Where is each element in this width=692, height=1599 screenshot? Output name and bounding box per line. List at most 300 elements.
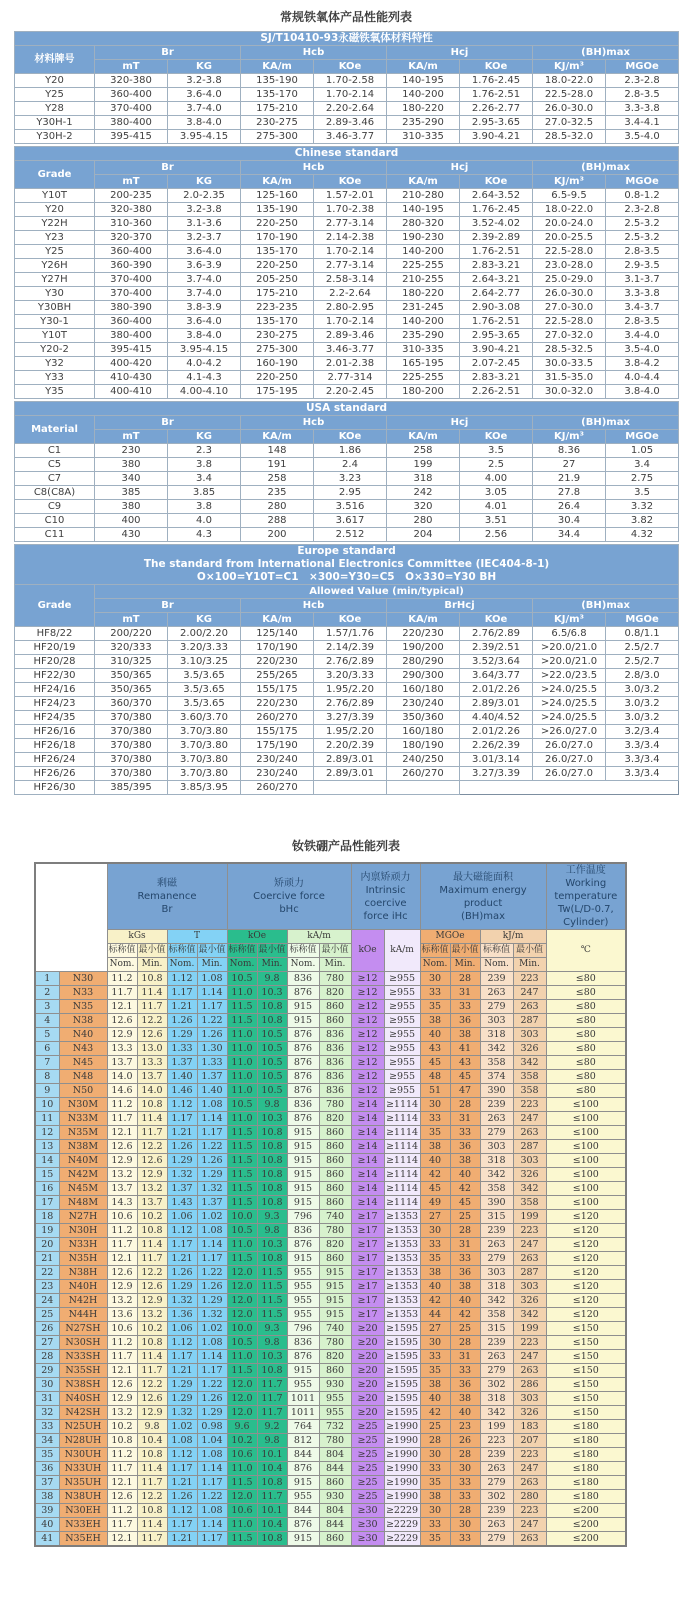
column-header: Hcb bbox=[241, 416, 387, 430]
subheader-nominal-en: Nom. bbox=[227, 958, 257, 972]
value-cell: 20.0-25.5 bbox=[533, 231, 606, 245]
row-number-cell: 6 bbox=[35, 1042, 59, 1056]
bhc-koe-nominal-cell: 11.5 bbox=[227, 1532, 257, 1547]
bhc-kam-minimum-cell: 780 bbox=[319, 1224, 351, 1238]
tesla-nominal-cell: 1.21 bbox=[167, 1364, 197, 1378]
value-cell: 4.3 bbox=[168, 528, 241, 542]
unit-header: MGOe bbox=[606, 175, 679, 189]
allowed-value-header: Allowed Value (min/typical) bbox=[95, 585, 679, 599]
kjm-nominal-cell: 239 bbox=[480, 1336, 513, 1350]
value-cell: 225-255 bbox=[387, 259, 460, 273]
grade-column-header: Grade bbox=[15, 585, 95, 627]
value-cell: 2.89/3.01 bbox=[314, 767, 387, 781]
tesla-minimum-cell: 1.17 bbox=[197, 1000, 227, 1014]
value-cell: 3.52-4.02 bbox=[460, 217, 533, 231]
bhc-koe-nominal-cell: 12.0 bbox=[227, 1490, 257, 1504]
section-title: Chinese standard bbox=[15, 147, 679, 161]
grade-cell: N30 bbox=[59, 972, 107, 986]
working-temp-cell: ≤100 bbox=[546, 1154, 626, 1168]
grade-cell: N33SH bbox=[59, 1350, 107, 1364]
bhc-koe-nominal-cell: 11.0 bbox=[227, 986, 257, 1000]
value-cell: 3.6-4.0 bbox=[168, 88, 241, 102]
group-header-row bbox=[15, 416, 679, 430]
table-row bbox=[35, 1280, 626, 1294]
kjm-nominal-cell: 279 bbox=[480, 1532, 513, 1547]
bhc-kam-nominal-cell: 915 bbox=[287, 1168, 319, 1182]
kjm-nominal-cell: 342 bbox=[480, 1168, 513, 1182]
table-row bbox=[35, 1000, 626, 1014]
bhc-koe-nominal-cell: 12.0 bbox=[227, 1308, 257, 1322]
value-cell: 28.5-32.0 bbox=[533, 130, 606, 144]
value-cell: 3.0/3.2 bbox=[606, 697, 679, 711]
table-row bbox=[15, 189, 679, 203]
kjm-minimum-cell: 183 bbox=[513, 1420, 546, 1434]
value-cell: 3.95-4.15 bbox=[168, 343, 241, 357]
kgs-nominal-cell: 12.9 bbox=[107, 1392, 137, 1406]
kgs-minimum-cell: 12.9 bbox=[137, 1406, 167, 1420]
mgoe-nominal-cell: 35 bbox=[420, 1126, 450, 1140]
tesla-minimum-cell: 1.14 bbox=[197, 1112, 227, 1126]
grade-cell: N35EH bbox=[59, 1532, 107, 1547]
working-temp-cell: ≤100 bbox=[546, 1098, 626, 1112]
working-temp-cell: ≤150 bbox=[546, 1350, 626, 1364]
bhc-koe-nominal-cell: 11.0 bbox=[227, 1028, 257, 1042]
ndfeb-unit-header-row bbox=[35, 930, 626, 944]
value-cell: 2.01/2.26 bbox=[460, 683, 533, 697]
ihc-koe-cell: ≥25 bbox=[351, 1420, 384, 1434]
tesla-minimum-cell: 1.08 bbox=[197, 1224, 227, 1238]
tesla-nominal-cell: 1.21 bbox=[167, 1000, 197, 1014]
value-cell: 1.76-2.51 bbox=[460, 245, 533, 259]
tesla-nominal-cell: 1.29 bbox=[167, 1280, 197, 1294]
value-cell: 140-195 bbox=[387, 203, 460, 217]
tesla-minimum-cell: 1.37 bbox=[197, 1070, 227, 1084]
table-row bbox=[35, 1462, 626, 1476]
value-cell: 2.64-2.77 bbox=[460, 287, 533, 301]
bhc-koe-minimum-cell: 10.5 bbox=[257, 1056, 287, 1070]
table-row bbox=[15, 371, 679, 385]
grade-cell: Y20-2 bbox=[15, 343, 95, 357]
column-header: Br bbox=[95, 599, 241, 613]
value-cell: 22.5-28.0 bbox=[533, 245, 606, 259]
mgoe-minimum-cell: 33 bbox=[450, 1252, 480, 1266]
column-header: (BH)max bbox=[533, 416, 679, 430]
ihc-koe-cell: ≥12 bbox=[351, 986, 384, 1000]
working-temp-cell: ≤80 bbox=[546, 1056, 626, 1070]
tesla-minimum-cell: 1.22 bbox=[197, 1378, 227, 1392]
value-cell: 3.4-3.7 bbox=[606, 301, 679, 315]
mgoe-nominal-cell: 49 bbox=[420, 1196, 450, 1210]
bhc-koe-minimum-cell: 9.8 bbox=[257, 1098, 287, 1112]
mgoe-nominal-cell: 38 bbox=[420, 1378, 450, 1392]
bhc-koe-minimum-cell: 10.8 bbox=[257, 1476, 287, 1490]
mgoe-nominal-cell: 42 bbox=[420, 1294, 450, 1308]
kjm-minimum-cell: 247 bbox=[513, 1112, 546, 1126]
value-cell: 3.516 bbox=[314, 500, 387, 514]
ihc-koe-cell: ≥20 bbox=[351, 1364, 384, 1378]
subheader-minimum-en: Min. bbox=[257, 958, 287, 972]
tesla-minimum-cell: 1.22 bbox=[197, 1490, 227, 1504]
column-header: Hcb bbox=[241, 599, 387, 613]
value-cell: 310-360 bbox=[95, 217, 168, 231]
value-cell: 2.5-3.2 bbox=[606, 217, 679, 231]
grade-cell: HF24/23 bbox=[15, 697, 95, 711]
value-cell: 360-400 bbox=[95, 315, 168, 329]
value-cell: 3.5 bbox=[606, 486, 679, 500]
table-row bbox=[35, 1448, 626, 1462]
bhc-koe-minimum-cell: 10.5 bbox=[257, 1042, 287, 1056]
value-cell: 3.4 bbox=[168, 472, 241, 486]
tesla-minimum-cell: 1.17 bbox=[197, 1532, 227, 1547]
kjm-nominal-cell: 223 bbox=[480, 1434, 513, 1448]
mgoe-nominal-cell: 42 bbox=[420, 1406, 450, 1420]
value-cell: 2.77-3.14 bbox=[314, 217, 387, 231]
subheader-minimum-cn: 最小值 bbox=[513, 944, 546, 958]
table-row bbox=[15, 697, 679, 711]
kgs-minimum-cell: 10.8 bbox=[137, 1098, 167, 1112]
row-number-cell: 4 bbox=[35, 1014, 59, 1028]
working-temp-cell: ≤180 bbox=[546, 1476, 626, 1490]
kgs-minimum-cell: 13.7 bbox=[137, 1196, 167, 1210]
ndfeb-subheader-cn-row bbox=[35, 944, 626, 958]
bhc-koe-nominal-cell: 11.5 bbox=[227, 1196, 257, 1210]
value-cell: 3.617 bbox=[314, 514, 387, 528]
kjm-nominal-cell: 239 bbox=[480, 972, 513, 986]
unit-bhc-koe: kOe bbox=[227, 930, 287, 944]
bhc-kam-minimum-cell: 740 bbox=[319, 1210, 351, 1224]
bhc-koe-minimum-cell: 11.5 bbox=[257, 1280, 287, 1294]
kgs-minimum-cell: 11.4 bbox=[137, 986, 167, 1000]
bhc-koe-minimum-cell: 10.8 bbox=[257, 1364, 287, 1378]
value-cell: 3.2-3.8 bbox=[168, 203, 241, 217]
row-number-cell: 33 bbox=[35, 1420, 59, 1434]
tesla-minimum-cell: 1.04 bbox=[197, 1434, 227, 1448]
grade-cell: N35 bbox=[59, 1000, 107, 1014]
bhc-kam-nominal-cell: 876 bbox=[287, 986, 319, 1000]
working-temp-cell: ≤80 bbox=[546, 972, 626, 986]
grade-cell: Y25 bbox=[15, 88, 95, 102]
value-cell: 4.00-4.10 bbox=[168, 385, 241, 399]
tesla-nominal-cell: 1.33 bbox=[167, 1042, 197, 1056]
value-cell: 4.1-4.3 bbox=[168, 371, 241, 385]
table-row bbox=[15, 767, 679, 781]
value-cell: 235-290 bbox=[387, 116, 460, 130]
grade-cell: N40 bbox=[59, 1028, 107, 1042]
ihc-kam-cell: ≥1990 bbox=[385, 1477, 419, 1488]
value-cell: 3.6-4.0 bbox=[168, 315, 241, 329]
bhc-kam-minimum-cell: 820 bbox=[319, 1112, 351, 1126]
row-number-cell: 27 bbox=[35, 1336, 59, 1350]
mgoe-nominal-cell: 38 bbox=[420, 1014, 450, 1028]
kjm-minimum-cell: 303 bbox=[513, 1280, 546, 1294]
value-cell: 27.0-32.0 bbox=[533, 329, 606, 343]
value-cell: 2.5 bbox=[460, 458, 533, 472]
tesla-nominal-cell: 1.12 bbox=[167, 1336, 197, 1350]
row-number-cell: 18 bbox=[35, 1210, 59, 1224]
kjm-minimum-cell: 247 bbox=[513, 1462, 546, 1476]
grade-cell: N33M bbox=[59, 1112, 107, 1126]
table-row bbox=[35, 1182, 626, 1196]
row-number-cell: 30 bbox=[35, 1378, 59, 1392]
kjm-minimum-cell: 199 bbox=[513, 1322, 546, 1336]
value-cell: 160-190 bbox=[241, 357, 314, 371]
ihc-koe-cell: ≥20 bbox=[351, 1406, 384, 1420]
ihc-koe-cell: ≥17 bbox=[351, 1224, 384, 1238]
kjm-nominal-cell: 263 bbox=[480, 1350, 513, 1364]
value-cell: 3.8-3.9 bbox=[168, 301, 241, 315]
mgoe-minimum-cell: 31 bbox=[450, 1238, 480, 1252]
value-cell: 3.6-3.9 bbox=[168, 259, 241, 273]
kgs-nominal-cell: 13.2 bbox=[107, 1294, 137, 1308]
grade-cell: N35M bbox=[59, 1126, 107, 1140]
mgoe-minimum-cell: 23 bbox=[450, 1420, 480, 1434]
value-cell: 280 bbox=[387, 514, 460, 528]
bhc-kam-nominal-cell: 915 bbox=[287, 1476, 319, 1490]
ihc-kam-cell: ≥955 bbox=[384, 1042, 420, 1056]
mgoe-minimum-cell: 43 bbox=[450, 1056, 480, 1070]
value-cell: 370/380 bbox=[95, 753, 168, 767]
ihc-koe-cell: ≥20 bbox=[351, 1378, 384, 1392]
ihc-kam-cell: ≥1114 bbox=[385, 1099, 419, 1110]
kgs-nominal-cell: 11.7 bbox=[107, 1350, 137, 1364]
working-temp-cell: ≤180 bbox=[546, 1420, 626, 1434]
value-cell: 6.5/6.8 bbox=[533, 627, 606, 641]
mgoe-minimum-cell: 38 bbox=[450, 1028, 480, 1042]
value-cell: 1.76-2.45 bbox=[460, 203, 533, 217]
tesla-minimum-cell: 1.22 bbox=[197, 1266, 227, 1280]
kjm-nominal-cell: 263 bbox=[480, 1238, 513, 1252]
value-cell: >24.0/25.5 bbox=[533, 683, 606, 697]
column-header: Hcj bbox=[387, 46, 533, 60]
value-cell: 3.1-3.7 bbox=[606, 273, 679, 287]
value-cell: 27.0-32.5 bbox=[533, 116, 606, 130]
tesla-nominal-cell: 1.37 bbox=[167, 1182, 197, 1196]
table-row bbox=[35, 1392, 626, 1406]
grade-cell: HF8/22 bbox=[15, 627, 95, 641]
bhc-kam-minimum-cell: 844 bbox=[319, 1462, 351, 1476]
kjm-minimum-cell: 207 bbox=[513, 1434, 546, 1448]
value-cell: 175/190 bbox=[241, 739, 314, 753]
kjm-nominal-cell: 279 bbox=[480, 1000, 513, 1014]
subheader-nominal-cn: 标称值 bbox=[480, 944, 513, 958]
subheader-nominal-cn: 标称值 bbox=[107, 944, 137, 958]
bhc-kam-nominal-cell: 836 bbox=[287, 1224, 319, 1238]
bhc-kam-nominal-cell: 915 bbox=[287, 1182, 319, 1196]
kjm-minimum-cell: 223 bbox=[513, 1224, 546, 1238]
bhc-kam-minimum-cell: 844 bbox=[319, 1518, 351, 1532]
value-cell: 3.5/3.65 bbox=[168, 683, 241, 697]
value-cell: 199 bbox=[387, 458, 460, 472]
ihc-kam-cell: ≥1595 bbox=[385, 1365, 419, 1376]
bhc-koe-minimum-cell: 10.8 bbox=[257, 1168, 287, 1182]
mgoe-minimum-cell: 36 bbox=[450, 1014, 480, 1028]
grade-cell: C5 bbox=[15, 458, 95, 472]
tesla-minimum-cell: 1.22 bbox=[197, 1140, 227, 1154]
bhc-koe-minimum-cell: 11.5 bbox=[257, 1308, 287, 1322]
tesla-nominal-cell: 1.06 bbox=[167, 1322, 197, 1336]
subheader-nominal-en: Nom. bbox=[107, 958, 137, 972]
table-row bbox=[15, 203, 679, 217]
bhc-kam-minimum-cell: 860 bbox=[319, 1532, 351, 1547]
ihc-kam-cell: ≥1990 bbox=[385, 1421, 419, 1432]
value-cell: 258 bbox=[241, 472, 314, 486]
bhc-kam-minimum-cell: 915 bbox=[319, 1294, 351, 1308]
kgs-minimum-cell: 12.6 bbox=[137, 1028, 167, 1042]
empty-cell bbox=[460, 781, 533, 795]
kgs-nominal-cell: 11.2 bbox=[107, 1448, 137, 1462]
kgs-nominal-cell: 13.2 bbox=[107, 1168, 137, 1182]
value-cell: 3.70/3.80 bbox=[168, 725, 241, 739]
mgoe-minimum-cell: 28 bbox=[450, 1098, 480, 1112]
row-number-cell: 24 bbox=[35, 1294, 59, 1308]
kgs-nominal-cell: 12.1 bbox=[107, 1532, 137, 1547]
value-cell: 3.1-3.6 bbox=[168, 217, 241, 231]
mgoe-minimum-cell: 28 bbox=[450, 1448, 480, 1462]
ihc-koe-cell: ≥12 bbox=[351, 1070, 384, 1084]
value-cell: 260/270 bbox=[241, 711, 314, 725]
grade-cell: Y32 bbox=[15, 357, 95, 371]
mgoe-minimum-cell: 38 bbox=[450, 1392, 480, 1406]
bhc-kam-nominal-cell: 844 bbox=[287, 1448, 319, 1462]
kjm-minimum-cell: 263 bbox=[513, 1476, 546, 1490]
value-cell: 20.0-24.0 bbox=[533, 217, 606, 231]
bhc-koe-nominal-cell: 11.0 bbox=[227, 1056, 257, 1070]
kjm-nominal-cell: 390 bbox=[480, 1084, 513, 1098]
grade-cell: N27H bbox=[59, 1210, 107, 1224]
unit-header: KG bbox=[168, 175, 241, 189]
value-cell: >24.0/25.5 bbox=[533, 697, 606, 711]
bhc-kam-nominal-cell: 812 bbox=[287, 1434, 319, 1448]
tesla-minimum-cell: 1.26 bbox=[197, 1154, 227, 1168]
table-row bbox=[15, 669, 679, 683]
value-cell: 2.76/2.89 bbox=[314, 697, 387, 711]
bhc-kam-minimum-cell: 860 bbox=[319, 1126, 351, 1140]
kgs-minimum-cell: 13.3 bbox=[137, 1056, 167, 1070]
value-cell: 360/370 bbox=[95, 697, 168, 711]
mgoe-nominal-cell: 48 bbox=[420, 1070, 450, 1084]
group-header-row bbox=[15, 46, 679, 60]
value-cell: 170/190 bbox=[241, 641, 314, 655]
kgs-nominal-cell: 14.3 bbox=[107, 1196, 137, 1210]
subheader-minimum-en: Min. bbox=[137, 958, 167, 972]
unit-header: KA/m bbox=[387, 613, 460, 627]
table-row bbox=[15, 781, 679, 795]
unit-header: KOe bbox=[460, 430, 533, 444]
ihc-kam-cell: ≥1595 bbox=[385, 1351, 419, 1362]
grade-cell: Y30 bbox=[15, 287, 95, 301]
unit-header: MGOe bbox=[606, 613, 679, 627]
bhc-kam-nominal-cell: 1011 bbox=[287, 1406, 319, 1420]
mgoe-minimum-cell: 28 bbox=[450, 972, 480, 986]
row-number-cell: 41 bbox=[35, 1532, 59, 1547]
value-cell: 2.64-3.21 bbox=[460, 273, 533, 287]
unit-header: KOe bbox=[460, 175, 533, 189]
ihc-koe-cell: ≥25 bbox=[351, 1448, 384, 1462]
value-cell: 2.64-3.52 bbox=[460, 189, 533, 203]
tesla-nominal-cell: 1.32 bbox=[167, 1406, 197, 1420]
value-cell: 2.4 bbox=[314, 458, 387, 472]
row-number-cell: 36 bbox=[35, 1462, 59, 1476]
kjm-nominal-cell: 263 bbox=[480, 1462, 513, 1476]
unit-header: KG bbox=[168, 613, 241, 627]
grade-cell: Y25 bbox=[15, 245, 95, 259]
value-cell: 28.5-32.5 bbox=[533, 343, 606, 357]
kgs-minimum-cell: 10.8 bbox=[137, 1504, 167, 1518]
grade-cell: N40SH bbox=[59, 1392, 107, 1406]
bhc-kam-minimum-cell: 780 bbox=[319, 972, 351, 986]
bhc-koe-minimum-cell: 10.8 bbox=[257, 1140, 287, 1154]
value-cell: 135-170 bbox=[241, 88, 314, 102]
bhc-kam-nominal-cell: 876 bbox=[287, 1070, 319, 1084]
bhc-koe-minimum-cell: 10.5 bbox=[257, 1070, 287, 1084]
value-cell: 1.76-2.45 bbox=[460, 74, 533, 88]
table-row bbox=[15, 217, 679, 231]
kjm-nominal-cell: 315 bbox=[480, 1322, 513, 1336]
value-cell: 180-200 bbox=[387, 385, 460, 399]
row-number-cell: 29 bbox=[35, 1364, 59, 1378]
value-cell: 2.5/2.7 bbox=[606, 655, 679, 669]
mgoe-minimum-cell: 31 bbox=[450, 1112, 480, 1126]
value-cell: >26.0/27.0 bbox=[533, 725, 606, 739]
grade-cell: N42SH bbox=[59, 1406, 107, 1420]
ihc-kam-cell: ≥1595 bbox=[385, 1407, 419, 1418]
table-row bbox=[35, 1518, 626, 1532]
ihc-koe-cell: ≥14 bbox=[351, 1098, 384, 1112]
unit-header: KOe bbox=[460, 60, 533, 74]
unit-kgs: kGs bbox=[107, 930, 167, 944]
kgs-minimum-cell: 14.0 bbox=[137, 1084, 167, 1098]
tesla-minimum-cell: 1.29 bbox=[197, 1406, 227, 1420]
mgoe-nominal-cell: 30 bbox=[420, 972, 450, 986]
bhc-kam-nominal-cell: 915 bbox=[287, 1154, 319, 1168]
bhc-koe-minimum-cell: 10.8 bbox=[257, 1154, 287, 1168]
grade-cell: N33UH bbox=[59, 1462, 107, 1476]
mgoe-minimum-cell: 38 bbox=[450, 1154, 480, 1168]
value-cell: 2.00/2.20 bbox=[168, 627, 241, 641]
subheader-minimum-en: Min. bbox=[450, 958, 480, 972]
tesla-nominal-cell: 1.12 bbox=[167, 1098, 197, 1112]
table-row bbox=[35, 1322, 626, 1336]
ihc-koe-cell: ≥14 bbox=[351, 1196, 384, 1210]
bhc-koe-minimum-cell: 10.8 bbox=[257, 1014, 287, 1028]
group-header-row bbox=[15, 599, 679, 613]
corner-cell bbox=[35, 863, 107, 972]
mgoe-minimum-cell: 28 bbox=[450, 1504, 480, 1518]
value-cell: 140-200 bbox=[387, 88, 460, 102]
grade-cell: Y30-1 bbox=[15, 315, 95, 329]
subheader-nominal-en: Nom. bbox=[167, 958, 197, 972]
kgs-nominal-cell: 11.7 bbox=[107, 1238, 137, 1252]
ferrite-section-table-1 bbox=[14, 146, 679, 399]
tesla-nominal-cell: 1.21 bbox=[167, 1252, 197, 1266]
section-title: USA standard bbox=[15, 402, 679, 416]
ihc-kam-cell: ≥1353 bbox=[385, 1225, 419, 1236]
value-cell: 27 bbox=[533, 458, 606, 472]
value-cell: 275-300 bbox=[241, 343, 314, 357]
grade-cell: Y23 bbox=[15, 231, 95, 245]
bhc-kam-minimum-cell: 780 bbox=[319, 1434, 351, 1448]
mgoe-nominal-cell: 33 bbox=[420, 1462, 450, 1476]
bhc-kam-minimum-cell: 860 bbox=[319, 1168, 351, 1182]
row-number-cell: 9 bbox=[35, 1084, 59, 1098]
grade-cell: Y26H bbox=[15, 259, 95, 273]
mgoe-minimum-cell: 36 bbox=[450, 1140, 480, 1154]
value-cell: 1.70-2.14 bbox=[314, 245, 387, 259]
value-cell: 370/380 bbox=[95, 767, 168, 781]
table-row bbox=[35, 1476, 626, 1490]
kgs-nominal-cell: 11.2 bbox=[107, 1098, 137, 1112]
row-number-cell: 14 bbox=[35, 1154, 59, 1168]
